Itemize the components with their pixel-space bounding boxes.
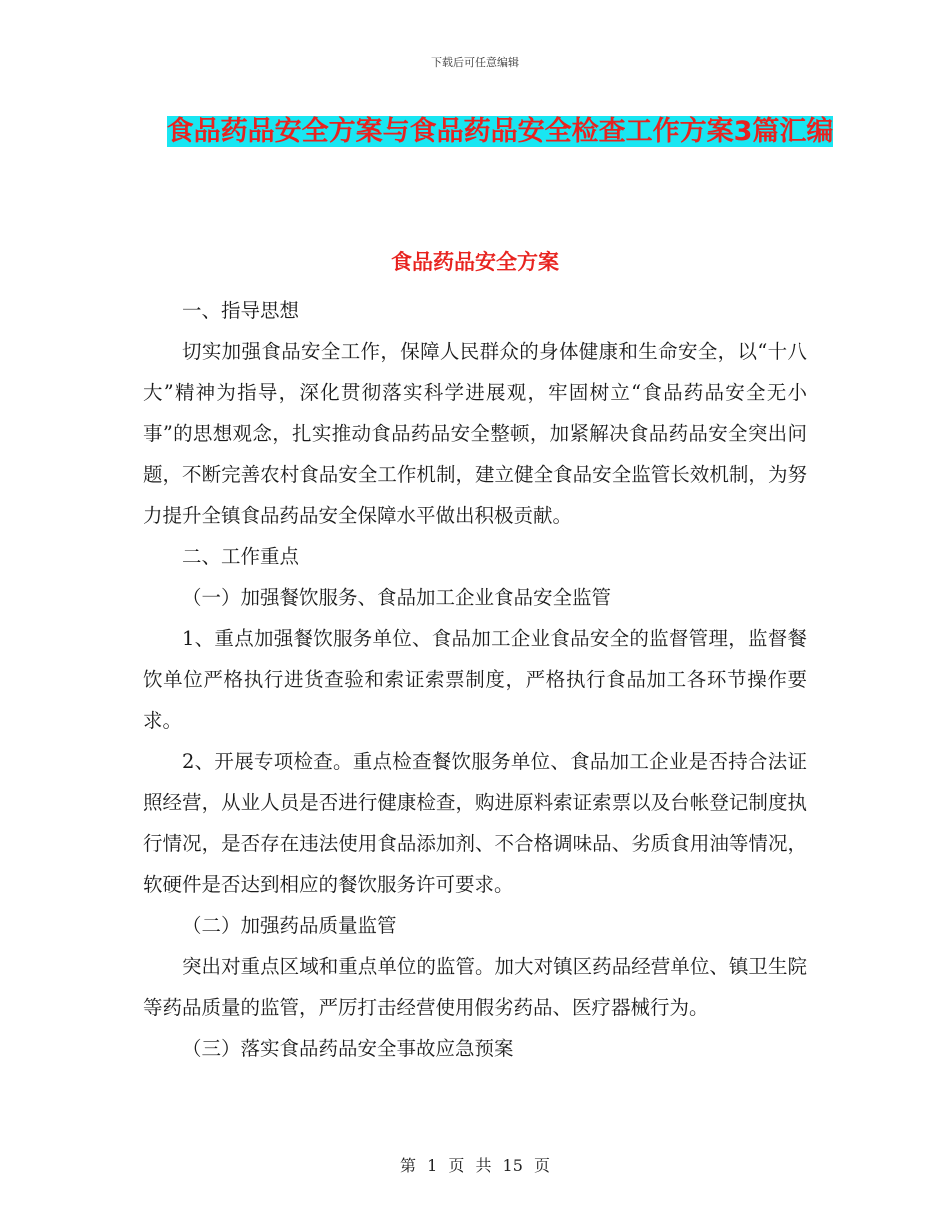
paragraph: 2、开展专项检查。重点检查餐饮服务单位、食品加工企业是否持合法证照经营，从业人员是否进行健康检查，购进原料索证索票以及台帐登记制度执行情况，是否存在违法使用食品添加剂、不合格调味品、劣质食用油等情况，软硬件是否达到相应的餐饮服务许可要求。	[143, 750, 807, 896]
document-body	[143, 290, 807, 1069]
paragraph: 二、工作重点	[182, 545, 300, 568]
document-title	[160, 108, 840, 155]
section-title: 食品药品安全方案	[391, 250, 559, 274]
document-title-text: 食品药品安全方案与食品药品安全检查工作方案3篇汇编	[166, 116, 834, 147]
paragraph: （三）落实食品药品安全事故应急预案	[182, 1037, 514, 1060]
paragraph: （一）加强餐饮服务、食品加工企业食品安全监管	[182, 586, 612, 609]
header-note: 下载后可任意编辑	[431, 56, 519, 69]
paragraph: 突出对重点区域和重点单位的监管。加大对镇区药品经营单位、镇卫生院等药品质量的监管，严厉打击经营使用假劣药品、医疗器械行为。	[143, 955, 807, 1019]
paragraph: 一、指导思想	[182, 299, 300, 322]
page-number-footer: 第 1 页 共 15 页	[400, 1156, 550, 1175]
paragraph: （二）加强药品质量监管	[182, 914, 397, 937]
paragraph: 1、重点加强餐饮服务单位、食品加工企业食品安全的监督管理，监督餐饮单位严格执行进货查验和索证索票制度，严格执行食品加工各环节操作要求。	[143, 627, 807, 732]
paragraph: 切实加强食品安全工作，保障人民群众的身体健康和生命安全，以“十八大”精神为指导，深化贯彻落实科学进展观，牢固树立“食品药品安全无小事”的思想观念，扎实推动食品药品安全整顿，加紧解决食品药品安全突出问题，不断完善农村食品安全工作机制，建立健全食品安全监管长效机制，为努力提升全镇食品药品安全保障水平做出积极贡献。	[143, 340, 807, 527]
